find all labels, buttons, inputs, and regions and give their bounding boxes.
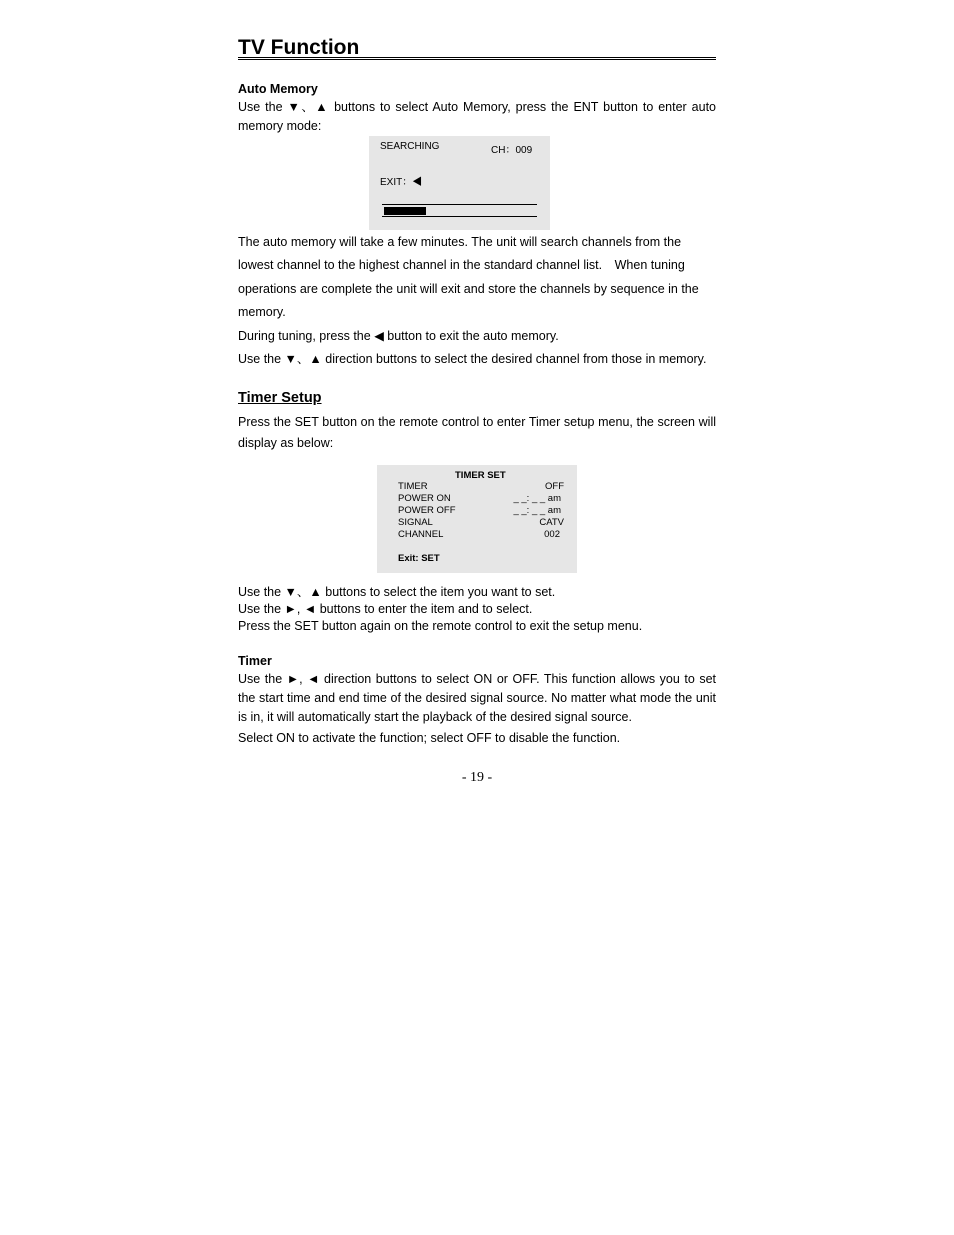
timer-set-osd-title: TIMER SET (455, 470, 506, 481)
timer-line1: Use the ►, ◄ direction buttons to select ON or OFF. This function allows you to set (238, 672, 716, 686)
timer-setup-instr1: Use the ▼、▲ buttons to select the item you want to set. (238, 585, 556, 599)
timer-line2: the start time and end time of the desired signal source. No matter what mode the unit (238, 691, 716, 705)
osd-row-label: POWER OFF (398, 505, 456, 516)
progress-bar-bottom-line (382, 216, 537, 217)
osd-searching-label: SEARCHING (380, 141, 440, 152)
osd-row-label: TIMER (398, 481, 428, 492)
search-progress-bar (384, 207, 426, 215)
osd-exit-label: EXIT：◀ (380, 177, 423, 188)
page-title: TV Function (238, 36, 360, 59)
osd-row-value: _ _: _ _ am (513, 505, 561, 516)
page-number: - 19 - (461, 770, 493, 785)
title-rule-top (238, 57, 716, 58)
timer-setup-intro-line1: Press the SET button on the remote control to enter Timer setup menu, the screen will (238, 415, 716, 429)
osd-row-value: CATV (539, 517, 564, 528)
auto-memory-intro-line1: Use the ▼、▲ buttons to select Auto Memory, press the ENT button to enter auto (238, 100, 716, 114)
timer-heading: Timer (238, 654, 272, 668)
timer-setup-intro-line2: display as below: (238, 436, 334, 450)
osd-row-label: POWER ON (398, 493, 451, 504)
timer-set-osd (377, 465, 577, 573)
timer-setup-instr2: Use the ►, ◄ buttons to enter the item and to select. (238, 602, 533, 616)
osd-channel-readout: CH：009 (491, 145, 533, 156)
auto-memory-intro-line2: memory mode: (238, 119, 322, 133)
progress-bar-top-line (382, 204, 537, 205)
auto-memory-osd (369, 136, 550, 230)
timer-set-osd-exit: Exit: SET (398, 553, 440, 564)
auto-memory-exit-note: During tuning, press the ◀ button to exit the auto memory. (238, 329, 559, 343)
auto-memory-body-line2: lowest channel to the highest channel in the standard channel list. When tuning (238, 258, 685, 272)
osd-row-label: SIGNAL (398, 517, 433, 528)
auto-memory-body-line3: operations are complete the unit will exit and store the channels by sequence in the (238, 282, 699, 296)
auto-memory-body-line4: memory. (238, 305, 286, 319)
timer-setup-instr3: Press the SET button again on the remote control to exit the setup menu. (238, 619, 643, 633)
auto-memory-select-note: Use the ▼、▲ direction buttons to select the desired channel from those in memory. (238, 352, 707, 366)
timer-setup-heading: Timer Setup (238, 390, 322, 406)
osd-row-label: CHANNEL (398, 529, 444, 540)
auto-memory-heading: Auto Memory (238, 82, 318, 96)
auto-memory-body-line1: The auto memory will take a few minutes. The unit will search channels from the (238, 235, 682, 249)
osd-row-value: 002 (544, 529, 560, 540)
osd-row-value: OFF (545, 481, 564, 492)
osd-row-value: _ _: _ _ am (513, 493, 561, 504)
title-rule-bottom (238, 59, 716, 60)
timer-line4: Select ON to activate the function; select OFF to disable the function. (238, 731, 621, 745)
timer-line3: is in, it will automatically start the playback of the desired signal source. (238, 710, 632, 724)
